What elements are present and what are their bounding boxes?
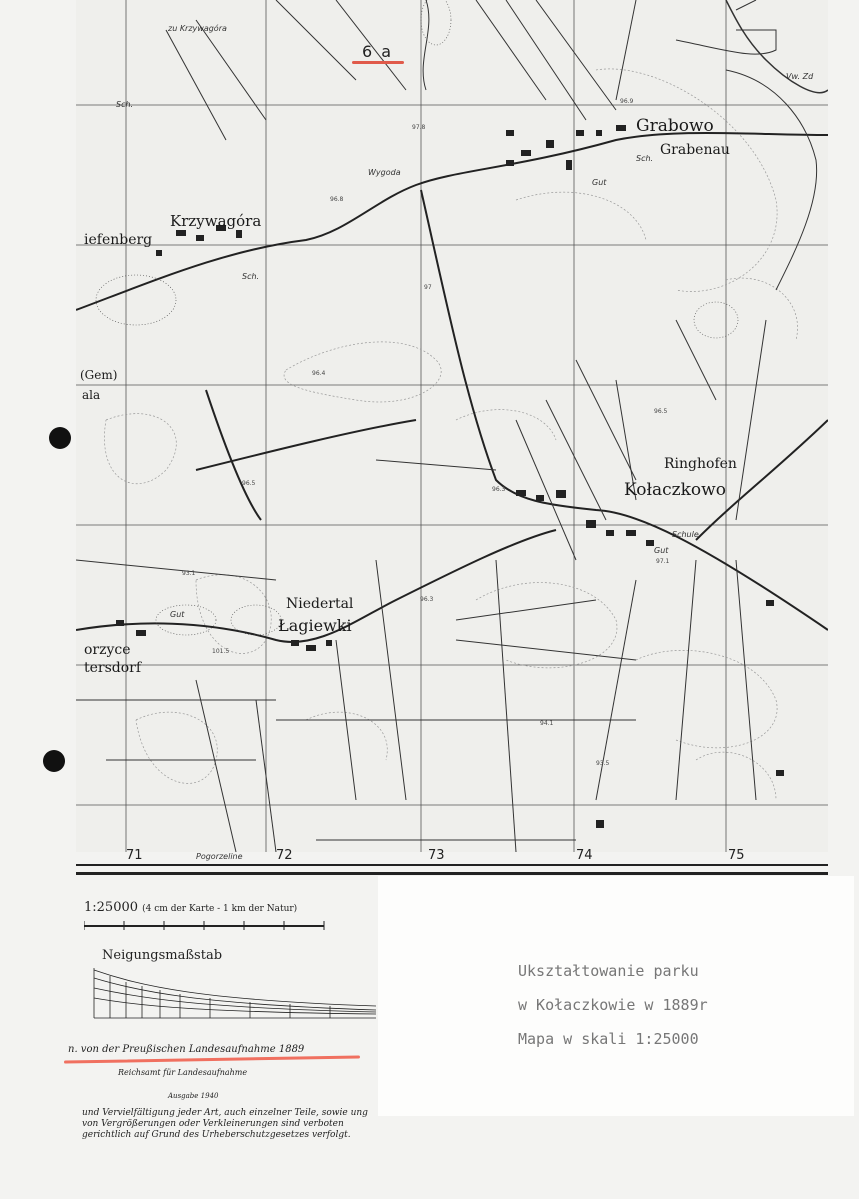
label-sch-1: Sch. — [636, 154, 654, 163]
spot-height: 96.9 — [620, 98, 634, 105]
grid-number-72: 72 — [276, 848, 293, 863]
spot-height: 101.5 — [212, 648, 230, 655]
scale-text — [84, 900, 297, 915]
label-vw-zd: Vw. Zd — [786, 72, 814, 81]
spot-height: 96.5 — [654, 408, 668, 415]
spot-height: 97.8 — [412, 124, 426, 131]
scale-bar — [84, 918, 334, 932]
slope-scale-diagram — [80, 966, 380, 1030]
grid-number-74: 74 — [576, 848, 593, 863]
grid-number-75: 75 — [728, 848, 745, 863]
edition: Ausgabe 1940 — [168, 1092, 219, 1100]
spot-height: 96.5 — [242, 480, 256, 487]
grid-number-71: 71 — [126, 848, 143, 863]
punch-hole-bottom — [43, 750, 65, 772]
label-gut-3: Gut — [170, 610, 185, 619]
red-underline-source — [64, 1055, 360, 1063]
label-pogorzeline: Pogorzeline — [196, 852, 243, 861]
label-ringhofen: Ringhofen — [664, 456, 737, 472]
label-wygoda: Wygoda — [368, 168, 401, 177]
label-gut-2: Gut — [654, 546, 669, 555]
map-legend — [68, 872, 376, 1172]
label-ala: ala — [82, 388, 101, 402]
grid-number-73: 73 — [428, 848, 445, 863]
scale-value: 1:25000 — [84, 900, 139, 915]
label-niedertal: Niedertal — [286, 596, 354, 612]
label-schule: Schule — [672, 530, 699, 539]
spot-height: 96.8 — [330, 196, 344, 203]
label-krzywagora-top: zu Krzywagóra — [168, 24, 227, 33]
red-underline-sheet — [352, 61, 404, 64]
label-gem: (Gem) — [80, 368, 118, 382]
label-sch-3: Sch. — [116, 100, 134, 109]
spot-height: 96.3 — [492, 486, 506, 493]
topographic-map — [76, 0, 828, 852]
caption-line-1: Ukształtowanie parku — [518, 962, 699, 980]
sheet-number: 6 a — [362, 42, 394, 61]
spot-height: 97 — [424, 284, 432, 291]
copyright-notice: und Vervielfältigung jeder Art, auch einzelner Teile, sowie ung von Vergrößerungen oder Verkleinerungen sind verboten gerichtlich auf Grund des Urheberschutzgesetzes verfolgt. — [82, 1108, 368, 1140]
spot-height: 97.1 — [656, 558, 670, 565]
spot-height: 94.1 — [540, 720, 554, 727]
label-krzywagora: Krzywagóra — [170, 212, 262, 230]
label-lagiewki: Łagiewki — [278, 616, 352, 635]
label-liefenberg: iefenberg — [84, 232, 153, 248]
spot-height: 96.3 — [420, 596, 434, 603]
source-note: n. von der Preußischen Landesaufnahme 1889 — [68, 1044, 305, 1055]
label-tersdorf: tersdorf — [84, 660, 142, 676]
caption-card — [378, 876, 854, 1116]
label-gut-1: Gut — [592, 178, 607, 187]
publisher: Reichsamt für Landesaufnahme — [118, 1068, 248, 1077]
spot-height: 93.1 — [182, 570, 196, 577]
label-orzyce: orzyce — [84, 642, 131, 658]
label-kolaczkowo: Kołaczkowo — [624, 480, 726, 500]
scale-note: (4 cm der Karte - 1 km der Natur) — [142, 904, 298, 914]
label-grabenau: Grabenau — [660, 142, 730, 158]
slope-scale-title: Neigungsmaßstab — [102, 948, 223, 963]
caption-line-2: w Kołaczkowie w 1889r — [518, 996, 708, 1014]
spot-height: 93.5 — [596, 760, 610, 767]
label-sch-2: Sch. — [242, 272, 260, 281]
label-grabowo: Grabowo — [636, 116, 714, 136]
punch-hole-top — [49, 427, 71, 449]
spot-height: 96.4 — [312, 370, 326, 377]
caption-line-3: Mapa w skali 1:25000 — [518, 1030, 699, 1048]
